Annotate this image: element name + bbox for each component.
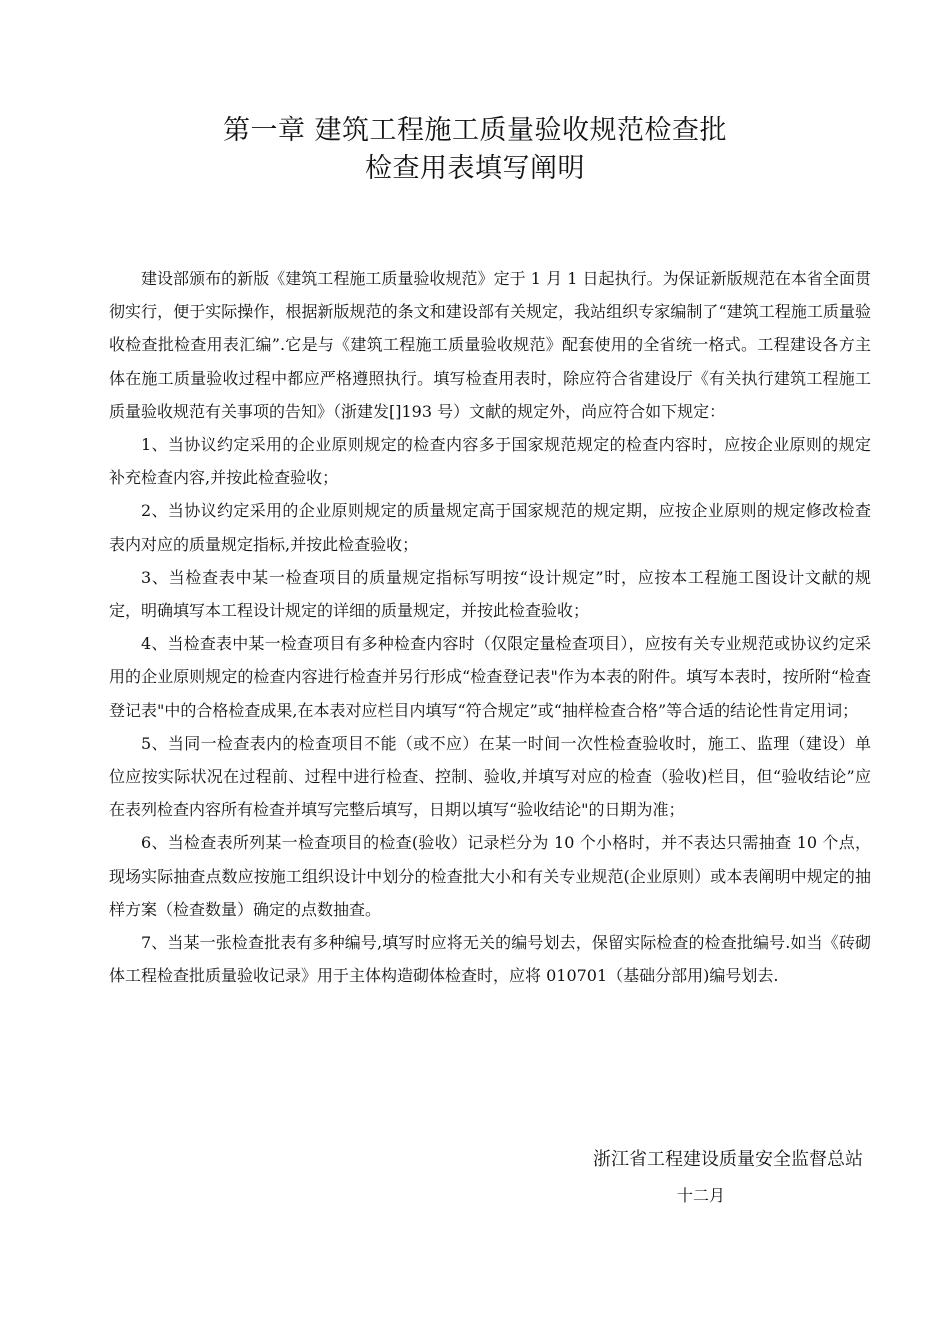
issue-date: 十二月 — [677, 1186, 726, 1205]
rule-item-7: 7、当某一张检查批表有多种编号,填写时应将无关的编号划去，保留实际检查的检查批编号.如当《砖砌体工程检查批质量验收记录》用于主体构造砌体检查时，应将 010701（基础分部用)编号划去. — [109, 933, 871, 986]
rule-item-1: 1、当协议约定采用的企业原则规定的检查内容多于国家规范规定的检查内容时，应按企业原则的规定补充检查内容,并按此检查验收； — [109, 435, 871, 488]
page-title: 第一章 建筑工程施工质量验收规范检查批 — [222, 115, 728, 146]
page-subtitle: 检查用表填写阐明 — [365, 153, 585, 184]
intro-paragraph: 建设部颁布的新版《建筑工程施工质量验收规范》定于 1 月 1 日起执行。为保证新版规范在本省全面贯彻实行，便于实际操作，根据新版规范的条文和建设部有关规定，我站组织专家编制了“建筑工程施工质量验收检查批检查用表汇编”.它是与《建筑工程施工质量验收规范》配套使用的全省统一格式。工程建设各方主体在施工质量验收过程中都应严格遵照执行。填写检查用表时，除应符合省建设厅《有关执行建筑工程施工质量验收规范有关事项的告知》（浙建发[]193 号）文献的规定外，尚应符合如下规定： — [109, 269, 871, 421]
issuer-signature: 浙江省工程建设质量安全监督总站 — [593, 1149, 863, 1170]
document-body — [109, 262, 871, 992]
rule-item-2: 2、当协议约定采用的企业原则规定的质量规定高于国家规范的规定期，应按企业原则的规定修改检查表内对应的质量规定指标,并按此检查验收； — [109, 501, 871, 554]
rule-item-3: 3、当检查表中某一检查项目的质量规定指标写明按“设计规定”时，应按本工程施工图设计文献的规定，明确填写本工程设计规定的详细的质量规定，并按此检查验收； — [109, 567, 871, 621]
rule-item-5: 5、当同一检查表内的检查项目不能（或不应）在某一时间一次性检查验收时，施工、监理（建设）单位应按实际状况在过程前、过程中进行检查、控制、验收,并填写对应的检查（验收)栏目，但“验收结论”应在表列检查内容所有检查并填写完整后填写，日期以填写“验收结论"的日期为准； — [109, 733, 871, 820]
rule-item-4: 4、当检查表中某一检查项目有多种检查内容时（仅限定量检查项目），应按有关专业规范或协议约定采用的企业原则规定的检查内容进行检查并另行形成“检查登记表"作为本表的附件。填写本表时，按所附“检查登记表"中的合格检查成果,在本表对应栏目内填写“符合规定”或“抽样检查合格”等合适的结论性肯定用词； — [109, 634, 871, 720]
rule-item-6: 6、当检查表所列某一检查项目的检查(验收）记录栏分为 10 个小格时，并不表达只需抽查 10 个点，现场实际抽查点数应按施工组织设计中划分的检查批大小和有关专业规范(企业原则）或本表阐明中规定的抽样方案（检查数量）确定的点数抽查。 — [109, 833, 871, 919]
